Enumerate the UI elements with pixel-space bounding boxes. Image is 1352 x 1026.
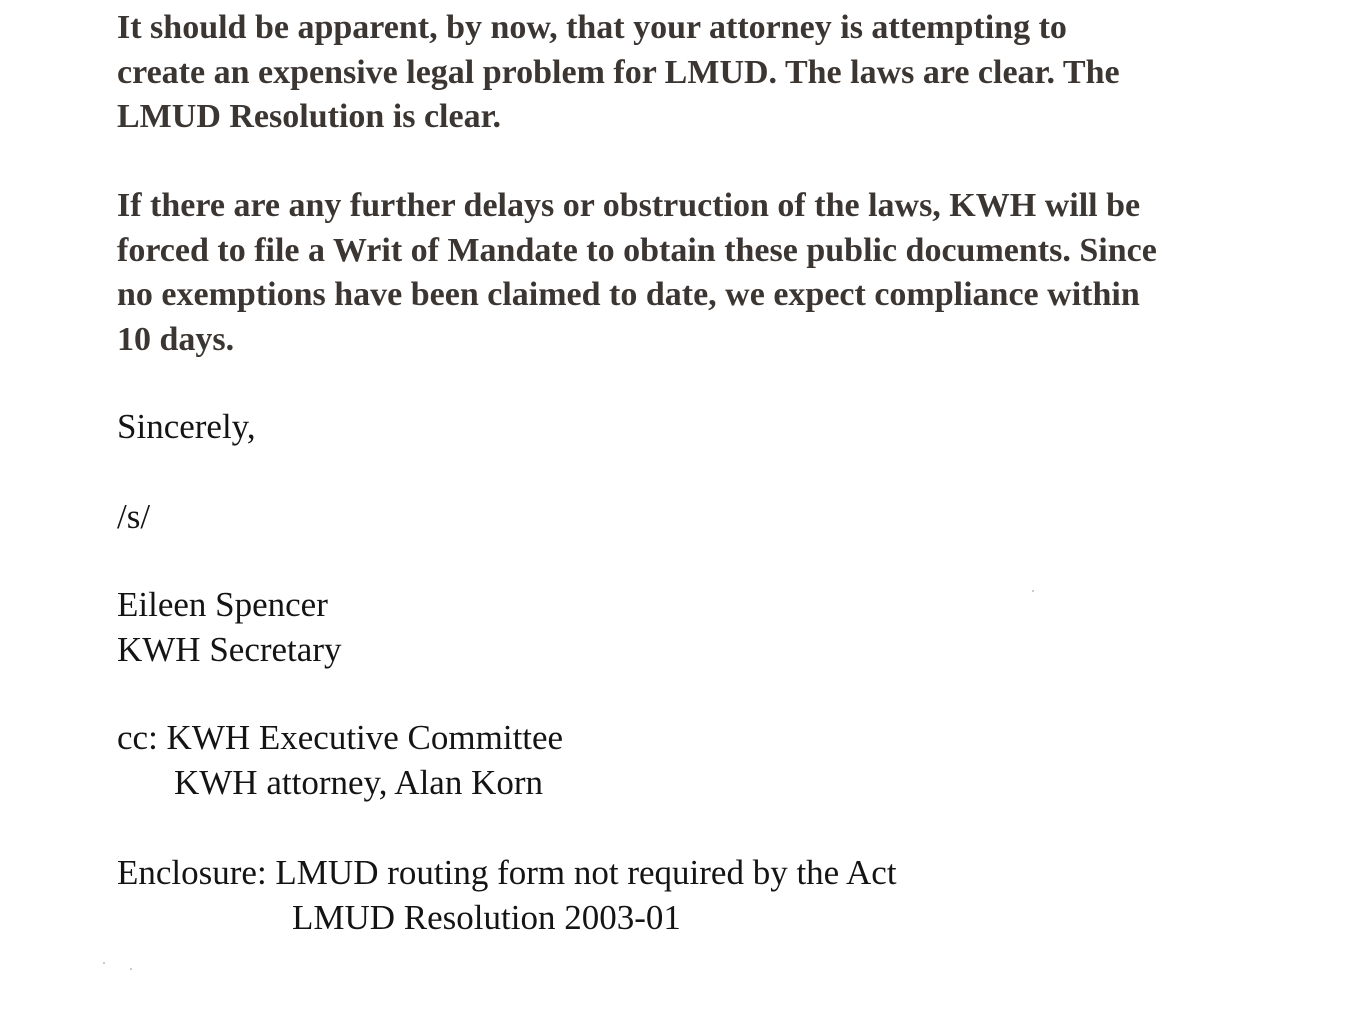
paragraph-line: create an expensive legal problem for LMUD. The laws are clear. The — [117, 53, 1120, 91]
signature-block — [117, 583, 341, 672]
cc-line: KWH attorney, Alan Korn — [174, 762, 544, 802]
signer-title: KWH Secretary — [117, 629, 342, 669]
closing-salutation: Sincerely, — [117, 407, 256, 446]
paragraph-attorney-warning — [117, 6, 1120, 140]
paragraph-line: If there are any further delays or obstruction of the laws, KWH will be — [117, 187, 1141, 224]
paragraph-line: forced to file a Writ of Mandate to obtain these public documents. Since — [117, 231, 1157, 269]
signer-name: Eileen Spencer — [117, 585, 328, 624]
cc-line: cc: KWH Executive Committee — [117, 718, 564, 757]
paragraph-line: 10 days. — [117, 320, 235, 358]
enclosure-line: LMUD Resolution 2003-01 — [292, 897, 681, 937]
scan-speck — [1032, 590, 1034, 592]
paragraph-line: It should be apparent, by now, that your attorney is attempting to — [117, 9, 1067, 46]
paragraph-writ-of-mandate — [117, 184, 1157, 362]
enclosure-line: Enclosure: LMUD routing form not required by the Act — [117, 853, 897, 892]
signature-mark: /s/ — [117, 497, 151, 536]
cc-block — [117, 716, 563, 805]
enclosure-block — [117, 851, 897, 940]
scan-speck — [130, 968, 132, 970]
scan-speck — [103, 962, 105, 964]
paragraph-line: no exemptions have been claimed to date, we expect compliance within — [117, 276, 1140, 313]
paragraph-line: LMUD Resolution is clear. — [117, 98, 502, 135]
